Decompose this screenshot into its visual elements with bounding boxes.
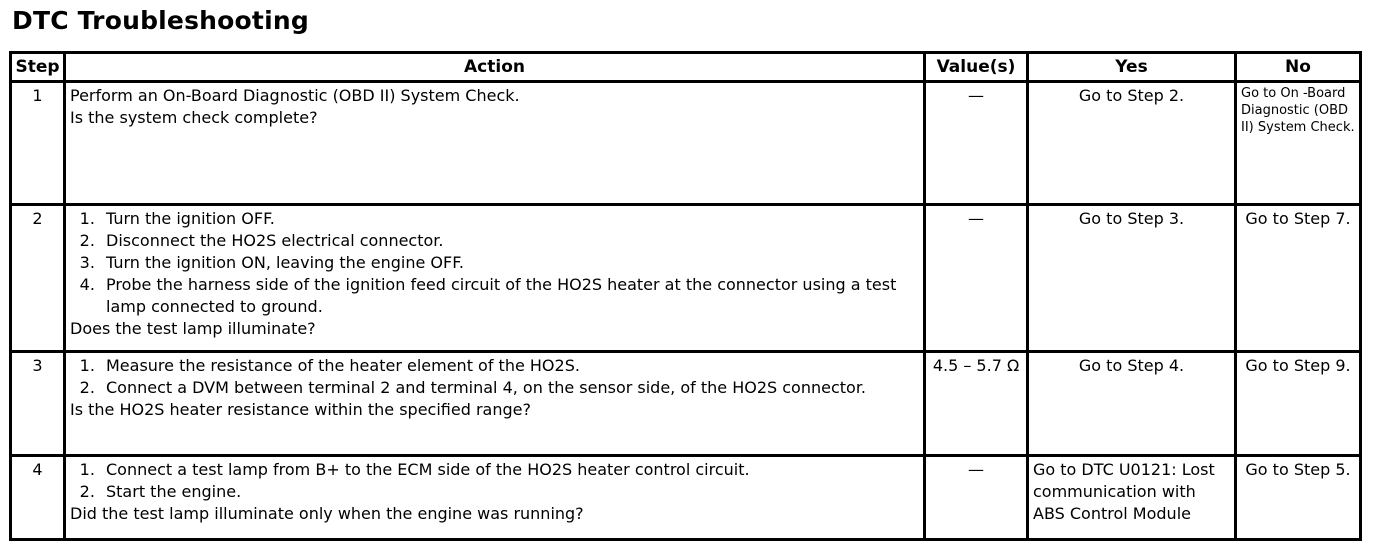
page-title: DTC Troubleshooting — [12, 6, 309, 35]
value-cell: 4.5 – 5.7 Ω — [925, 352, 1028, 456]
action-cell — [65, 352, 925, 456]
action-step: 2. Disconnect the HO2S electrical connector. — [100, 230, 919, 252]
action-text: Perform an On-Board Diagnostic (OBD II) System Check. — [70, 86, 520, 105]
action-step: 2. Connect a DVM between terminal 2 and terminal 4, on the sensor side, of the HO2S connector. — [100, 377, 919, 399]
action-step: 3. Turn the ignition ON, leaving the engine OFF. — [100, 252, 919, 274]
value-cell: — — [925, 205, 1028, 352]
step-number: 2 — [11, 205, 65, 352]
action-step: 1. Connect a test lamp from B+ to the ECM side of the HO2S heater control circuit. — [100, 459, 919, 481]
column-header-yes: Yes — [1028, 53, 1236, 82]
step-number: 1 — [11, 82, 65, 205]
action-step: 4. Probe the harness side of the ignition feed circuit of the HO2S heater at the connector using a test lamp connected to ground. — [100, 274, 919, 318]
action-step: 2. Start the engine. — [100, 481, 919, 503]
table-row — [11, 456, 1361, 540]
column-header-action: Action — [65, 53, 925, 82]
action-question: Did the test lamp illuminate only when the engine was running? — [70, 504, 584, 523]
action-cell — [65, 456, 925, 540]
yes-cell: Go to Step 4. — [1028, 352, 1236, 456]
table-row — [11, 205, 1361, 352]
column-header-values: Value(s) — [925, 53, 1028, 82]
no-cell: Go to Step 7. — [1236, 205, 1361, 352]
table-row — [11, 82, 1361, 205]
action-cell — [65, 205, 925, 352]
action-question: Is the HO2S heater resistance within the specified range? — [70, 400, 531, 419]
no-cell: Go to Step 5. — [1236, 456, 1361, 540]
action-step: 1. Measure the resistance of the heater element of the HO2S. — [100, 355, 919, 377]
action-step: 1. Turn the ignition OFF. — [100, 208, 919, 230]
action-steps-list — [70, 459, 919, 503]
yes-cell: Go to Step 2. — [1028, 82, 1236, 205]
table-row — [11, 352, 1361, 456]
action-question: Is the system check complete? — [70, 108, 318, 127]
dtc-table — [9, 51, 1362, 541]
no-cell: Go to Step 9. — [1236, 352, 1361, 456]
action-cell — [65, 82, 925, 205]
action-steps-list — [70, 355, 919, 399]
no-cell: Go to On -Board Diagnostic (OBD II) System Check. — [1236, 82, 1361, 205]
column-header-no: No — [1236, 53, 1361, 82]
action-question: Does the test lamp illuminate? — [70, 319, 316, 338]
value-cell: — — [925, 456, 1028, 540]
value-cell: — — [925, 82, 1028, 205]
action-steps-list — [70, 208, 919, 318]
table-header-row — [11, 53, 1361, 82]
yes-cell: Go to Step 3. — [1028, 205, 1236, 352]
column-header-step: Step — [11, 53, 65, 82]
step-number: 3 — [11, 352, 65, 456]
yes-cell: Go to DTC U0121: Lost communication with ABS Control Module — [1028, 456, 1236, 540]
step-number: 4 — [11, 456, 65, 540]
